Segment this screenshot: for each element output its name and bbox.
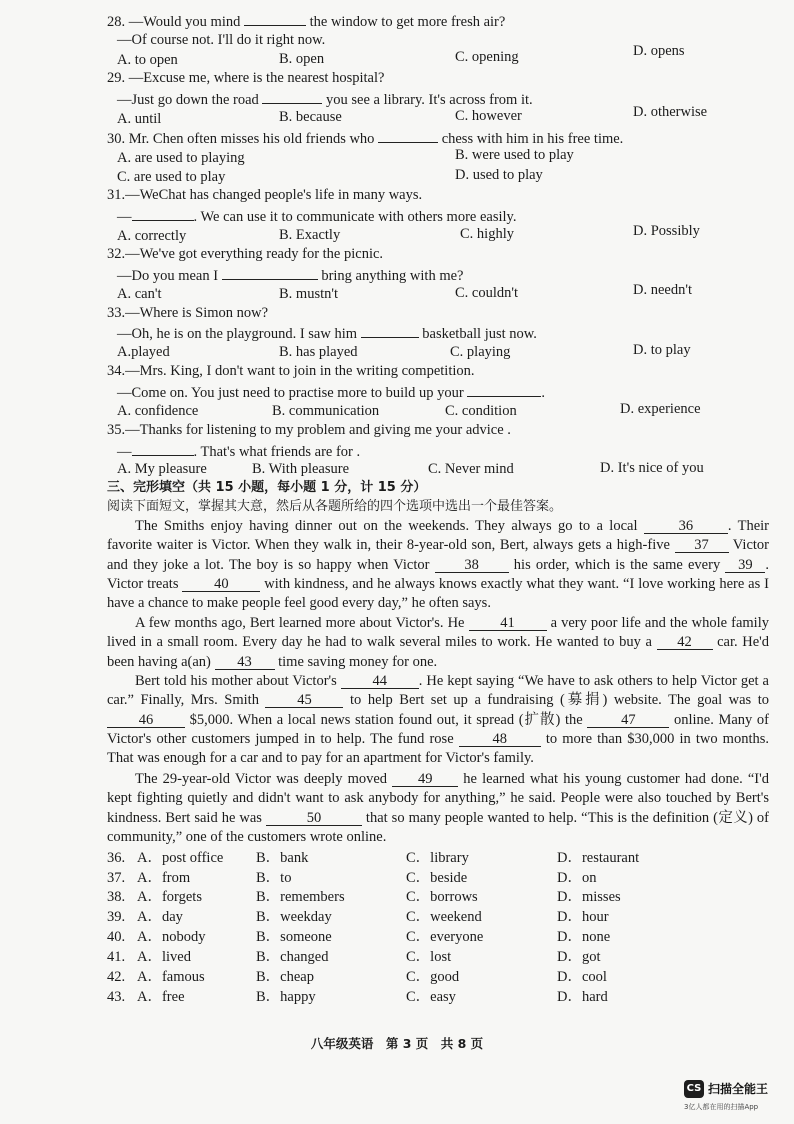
answer-blank	[222, 265, 318, 280]
q33-option-c: C. playing	[450, 344, 511, 360]
option-row-38: 38. A．forgets B．remembers C．borrows D．misses	[107, 889, 621, 905]
q29-option-a: A. until	[117, 111, 162, 127]
q35-option-c: C. Never mind	[428, 461, 514, 477]
q34-stem: 34.—Mrs. King, I don't want to join in the writing competition.	[107, 363, 475, 379]
q33-stem: 33.—Where is Simon now?	[107, 305, 269, 321]
q30-option-d: D. used to play	[455, 167, 543, 183]
answer-blank	[361, 323, 419, 338]
cloze-blank-42: 42	[657, 635, 713, 650]
q30-option-b: B. were used to play	[455, 147, 574, 163]
q31-option-d: D. Possibly	[633, 223, 700, 239]
cloze-blank-47: 47	[587, 713, 669, 728]
cloze-blank-50: 50	[266, 811, 362, 826]
q34-option-d: D. experience	[620, 401, 701, 417]
passage-paragraph-3: Bert told his mother about Victor's 44 . He kept saying “We have to ask others to help Victor get a car.” Finally, Mrs. Smith 45 to help Bert set up a fundraising (募捐) website. The goal was to 46 $5,000. When a local news station found out, it spread (扩散) the 47 online. Many of Victor's other customers jumped in to help. The fund rose 48 to more than $30,000 in two months. That was enough for a car and to pay for an apartment for Victor's family.	[107, 673, 770, 767]
q28-option-b: B. open	[279, 51, 325, 67]
answer-blank	[132, 206, 194, 221]
q28-stem: 28. —Would you mind the window to get more fresh air?	[107, 11, 505, 31]
option-row-41: 41. A．lived B．changed C．lost D．got	[107, 949, 601, 965]
q28-option-c: C. opening	[455, 49, 519, 65]
q34-option-a: A. confidence	[117, 403, 199, 419]
answer-blank	[467, 382, 541, 397]
q35-option-b: B. With pleasure	[252, 461, 350, 477]
q29-option-d: D. otherwise	[633, 104, 708, 120]
q32-option-c: C. couldn't	[455, 285, 519, 301]
q35-option-d: D. It's nice of you	[600, 460, 704, 476]
scanner-watermark	[682, 1078, 790, 1116]
q33-reply: —Oh, he is on the playground. I saw him basketball just now.	[117, 323, 537, 343]
q33-option-a: A.played	[117, 344, 170, 360]
q31-reply: — . We can use it to communicate with others more easily.	[117, 206, 516, 226]
q32-option-d: D. needn't	[633, 282, 692, 298]
cloze-blank-36: 36	[644, 519, 728, 534]
cloze-blank-46: 46	[107, 713, 185, 728]
passage-paragraph-4: The 29-year-old Victor was deeply moved 49 he learned what his young customer had done. “I'd kept fighting quietly and didn't want to ask anybody for anything,” he said. People were also touched by Bert's kindness. Bert said he was 50 that so many people wanted to help. “This is the definition (定义) of community,” one of the customers wrote online.	[107, 771, 769, 845]
section-heading: 三、完形填空（共 15 小题，每小题 1 分，计 15 分）	[107, 480, 427, 495]
q28-option-d: D. opens	[633, 43, 685, 59]
q31-option-b: B. Exactly	[279, 227, 341, 243]
cloze-blank-41: 41	[469, 616, 547, 631]
option-row-36: 36. A．post office B．bank C．library D．restaurant	[107, 850, 640, 866]
cloze-blank-40: 40	[182, 577, 260, 592]
option-row-37: 37. A．from B．to C．beside D．on	[107, 870, 597, 886]
q35-reply: — . That's what friends are for .	[117, 441, 360, 461]
cloze-blank-43: 43	[215, 655, 275, 670]
q33-option-b: B. has played	[279, 344, 358, 360]
q30-option-c: C. are used to play	[117, 169, 226, 185]
camscanner-logo-icon: CS	[684, 1080, 704, 1098]
cloze-blank-39: 39	[725, 558, 765, 573]
q29-reply: —Just go down the road you see a library. It's across from it.	[117, 89, 533, 109]
q34-reply: —Come on. You just need to practise more to build up your .	[117, 382, 545, 402]
q31-option-c: C. highly	[460, 226, 514, 242]
option-row-39: 39. A．day B．weekday C．weekend D．hour	[107, 909, 609, 925]
q29-option-b: B. because	[279, 109, 342, 125]
q28-option-a: A. to open	[117, 52, 178, 68]
watermark-name: 扫描全能王	[708, 1082, 769, 1096]
q29-stem: 29. —Excuse me, where is the nearest hospital?	[107, 70, 385, 86]
option-row-40: 40. A．nobody B．someone C．everyone D．none	[107, 929, 611, 945]
q32-stem: 32.—We've got everything ready for the picnic.	[107, 246, 384, 262]
watermark-tagline: 3亿人都在用的扫描App	[684, 1103, 759, 1111]
answer-blank	[262, 89, 322, 104]
passage-paragraph-1: The Smiths enjoy having dinner out on the weekends. They always go to a local 36 . Their favorite waiter is Victor. When they walk in, their 8-year-old son, Bert, always gets a high-five 37 Victor and they joke a lot. The boy is so happy when Victor 38 his order, which is the same every 39 . Victor treats 40 with kindness, and he always knows exactly what they want. “I love working here as I have a chance to make people feel good every day,” he often says.	[107, 518, 769, 612]
q31-stem: 31.—WeChat has changed people's life in many ways.	[107, 187, 423, 203]
q31-option-a: A. correctly	[117, 228, 187, 244]
passage-paragraph-2: A few months ago, Bert learned more about Victor's. He 41 a very poor life and the whole family lived in a small room. Every day he had to walk several miles to work. He wanted to buy a 42 car. He'd been having a(an) 43 time saving money for one.	[107, 615, 770, 670]
cloze-blank-37: 37	[675, 538, 729, 553]
answer-blank	[378, 128, 438, 143]
option-row-43: 43. A．free B．happy C．easy D．hard	[107, 989, 608, 1005]
q29-option-c: C. however	[455, 108, 522, 124]
q34-option-b: B. communication	[272, 403, 380, 419]
section-instruction: 阅读下面短文，掌握其大意，然后从各题所给的四个选项中选出一个最佳答案。	[107, 499, 563, 514]
cloze-blank-48: 48	[459, 732, 541, 747]
q32-option-b: B. mustn't	[279, 286, 339, 302]
q32-reply: —Do you mean I bring anything with me?	[117, 265, 463, 285]
page-footer: 八年级英语 第 3 页 共 8 页	[310, 1036, 484, 1051]
cloze-blank-49: 49	[392, 772, 458, 787]
answer-blank	[132, 441, 194, 456]
cloze-blank-45: 45	[265, 693, 343, 708]
q35-stem: 35.—Thanks for listening to my problem and giving me your advice .	[107, 422, 511, 438]
cloze-blank-44: 44	[341, 674, 419, 689]
answer-blank	[244, 11, 306, 26]
cloze-blank-38: 38	[435, 558, 509, 573]
q28-reply: —Of course not. I'll do it right now.	[117, 32, 326, 48]
q30-option-a: A. are used to playing	[117, 150, 245, 166]
q30-stem: 30. Mr. Chen often misses his old friends who chess with him in his free time.	[107, 128, 623, 148]
q32-option-a: A. can't	[117, 286, 162, 302]
option-row-42: 42. A．famous B．cheap C．good D．cool	[107, 969, 607, 985]
q35-option-a: A. My pleasure	[117, 461, 207, 477]
q34-option-c: C. condition	[445, 403, 517, 419]
q33-option-d: D. to play	[633, 342, 691, 358]
